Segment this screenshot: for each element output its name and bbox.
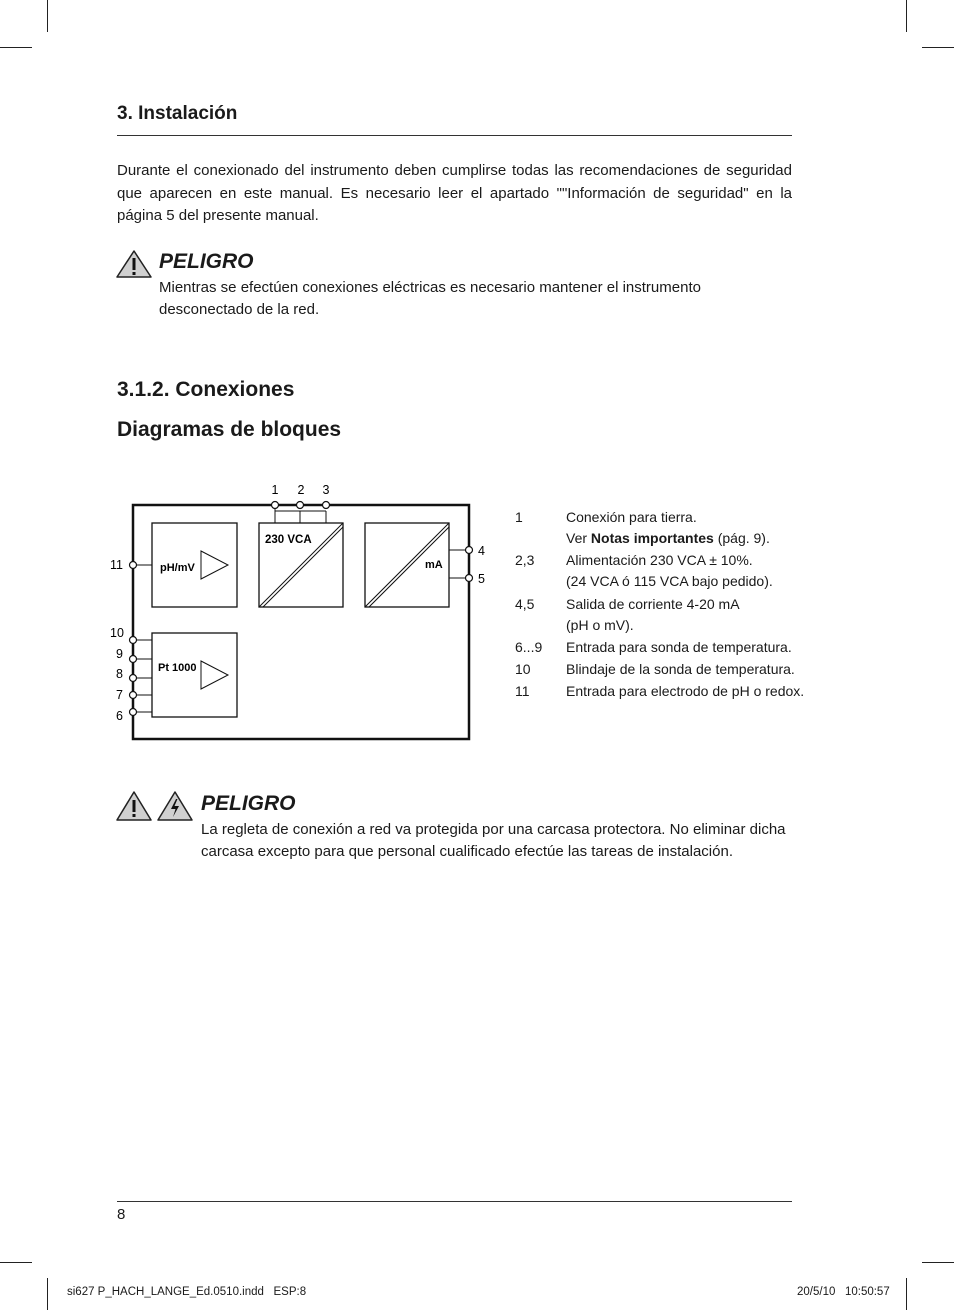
terminal-label: 8 — [116, 667, 123, 681]
warning-triangle-icon — [115, 790, 153, 822]
footer-divider — [117, 1201, 792, 1202]
power-block-label: 230 VCA — [265, 534, 312, 546]
terminal-label: 9 — [116, 647, 123, 661]
warning1-title: PELIGRO — [159, 250, 254, 273]
terminal-6 — [130, 709, 137, 716]
warning2-text-line2: carcasa excepto para que personal cualificado efectúe las tareas de instalación. — [201, 843, 733, 860]
legend-text: Salida de corriente 4-20 mA — [566, 596, 740, 612]
terminal-label: 6 — [116, 709, 123, 723]
legend-num: 4,5 — [515, 596, 535, 612]
legend-num: 11 — [515, 683, 530, 699]
legend-text — [566, 528, 770, 549]
crop-mark — [906, 1278, 907, 1310]
crop-mark — [47, 1278, 48, 1310]
terminal-label: 2 — [297, 483, 305, 497]
legend-text-pre: Ver — [566, 530, 591, 546]
legend-num: 6...9 — [515, 639, 543, 655]
amplifier-symbol — [201, 661, 228, 689]
terminal-label: 10 — [110, 626, 124, 640]
terminal-7 — [130, 692, 137, 699]
legend-num: 2,3 — [515, 552, 535, 568]
warning-triangle-icon — [115, 249, 153, 279]
terminal-8 — [130, 675, 137, 682]
crop-mark — [47, 0, 48, 32]
legend-text: (24 VCA ó 115 VCA bajo pedido). — [566, 573, 773, 589]
legend-text: Conexión para tierra. — [566, 509, 697, 525]
crop-mark — [0, 47, 32, 48]
terminal-11 — [130, 562, 137, 569]
terminal-2 — [297, 502, 304, 509]
electrical-hazard-icon — [156, 790, 194, 822]
warning2-text-line1: La regleta de conexión a red va protegida por una carcasa protectora. No eliminar dicha — [201, 821, 786, 838]
crop-mark — [922, 47, 954, 48]
terminal-1 — [272, 502, 279, 509]
terminal-4 — [466, 547, 473, 554]
legend-text: Alimentación 230 VCA ± 10%. — [566, 552, 753, 568]
block-diagram — [100, 475, 500, 750]
amplifier-symbol — [201, 551, 228, 579]
terminal-label: 4 — [478, 544, 485, 558]
ma-block-label: mA — [425, 559, 443, 571]
subsection-title: 3.1.2. Conexiones — [117, 378, 295, 401]
legend-text: Entrada para sonda de temperatura. — [566, 639, 792, 655]
terminal-9 — [130, 656, 137, 663]
legend-text: Entrada para electrodo de pH o redox. — [566, 683, 805, 699]
crop-mark — [922, 1262, 954, 1263]
legend-text-post: (pág. 9). — [713, 530, 770, 546]
crop-mark — [906, 0, 907, 32]
pt1000-block — [152, 633, 237, 717]
legend-num: 1 — [515, 509, 523, 525]
footer-file-info: si627 P_HACH_LANGE_Ed.0510.indd ESP:8 — [67, 1286, 307, 1298]
section-title: 3. Instalación — [117, 103, 238, 124]
legend-text: (pH o mV). — [566, 617, 634, 633]
ph-block-label: pH/mV — [160, 562, 195, 574]
terminal-3 — [323, 502, 330, 509]
diagram-legend — [515, 507, 805, 707]
footer-timestamp: 20/5/10 10:50:57 — [797, 1286, 890, 1298]
crop-mark — [0, 1262, 32, 1263]
legend-text-bold: Notas importantes — [590, 530, 714, 546]
intro-paragraph: Durante el conexionado del instrumento deben cumplirse todas las recomendaciones de seguridad que aparecen en este manual. Es necesario leer el apartado ""Información de seguridad" en la página 5 del presente manual. — [117, 162, 792, 224]
terminal-label: 1 — [271, 483, 279, 497]
legend-num: 10 — [515, 661, 531, 677]
warning1-text: Mientras se efectúen conexiones eléctricas es necesario mantener el instrumento desconectado de la red. — [159, 279, 701, 318]
terminal-10 — [130, 637, 137, 644]
legend-text: Blindaje de la sonda de temperatura. — [566, 661, 795, 677]
terminal-label: 11 — [110, 558, 123, 572]
page-number: 8 — [117, 1206, 126, 1223]
diagram-title: Diagramas de bloques — [117, 418, 342, 441]
section-divider — [117, 135, 792, 136]
warning2-title: PELIGRO — [201, 792, 296, 815]
terminal-label: 7 — [116, 688, 123, 702]
pt1000-block-label: Pt 1000 — [158, 662, 197, 674]
terminal-label: 5 — [478, 572, 485, 586]
terminal-label: 3 — [322, 483, 330, 497]
terminal-5 — [466, 575, 473, 582]
